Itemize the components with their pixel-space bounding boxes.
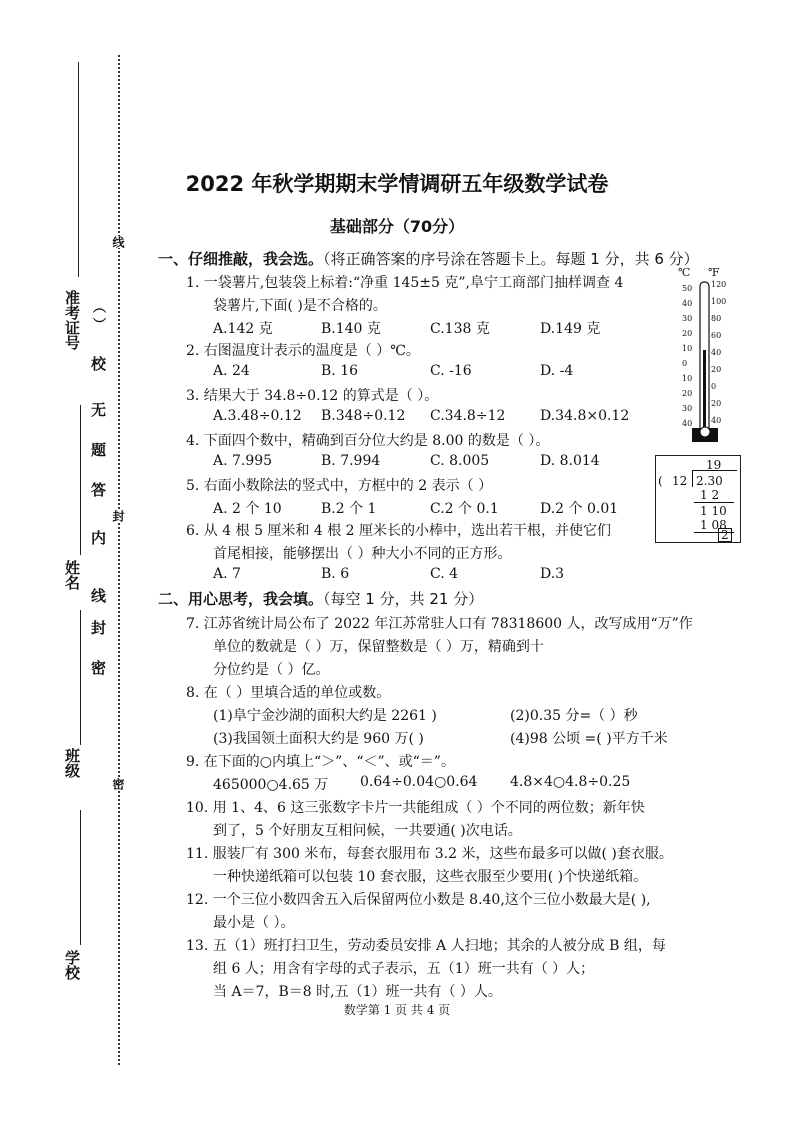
long-division-figure [655, 455, 741, 543]
name-label: 姓名 [63, 560, 81, 590]
q2-line1: 2. 右图温度计表示的温度是（ ）℃。 [186, 343, 420, 359]
q3-option-d[interactable]: D.34.8×0.12 [540, 408, 630, 424]
q2-option-c[interactable]: C. -16 [430, 363, 472, 379]
q10-line1: 10. 用 1、4、6 这三张数字卡片一共能组成（ ）个不同的两位数；新年快 [186, 800, 645, 816]
q1-line2: 袋薯片,下面( )是不合格的。 [213, 298, 387, 314]
q3-option-c[interactable]: C.34.8÷12 [430, 408, 506, 424]
q9-line1: 9. 在下面的○内填上“＞”、“＜”、或“＝”。 [186, 754, 455, 770]
q4-option-a[interactable]: A. 7.995 [213, 453, 273, 469]
q13-line1: 13. 五（1）班打扫卫生，劳动委员安排 A 人扫地；其余的人被分成 B 组，每 [186, 938, 666, 954]
celsius-tick: 50 [682, 284, 693, 293]
division-dividend: 2.30 [696, 474, 723, 488]
q7-line1: 7. 江苏省统计局公布了 2022 年江苏常驻人口有 78318600 人，改写成用“万”作 [186, 616, 693, 632]
exam-id-paren: （ ） [90, 300, 105, 331]
celsius-tick: 10 [682, 374, 693, 383]
division-quotient: 19 [706, 458, 722, 472]
q9-compare-2: 0.64÷0.04○0.64 [360, 774, 478, 790]
q2-option-b[interactable]: B. 16 [321, 363, 359, 379]
division-divisor: 12 [672, 474, 688, 488]
q5-line1: 5. 右面小数除法的竖式中，方框中的 2 表示（ ） [186, 478, 493, 494]
page-title: 2022 年秋学期期末学情调研五年级数学试卷 [185, 172, 609, 196]
q10-line2: 到了，5 个好朋友互相问候，一共要通( )次电话。 [213, 823, 522, 839]
q7-line3: 分位约是（ ）亿。 [213, 662, 330, 678]
celsius-tick: 30 [682, 404, 693, 413]
q12-line2: 最小是（ ）。 [213, 915, 295, 931]
seal-char-secret: 密 [89, 660, 107, 675]
fahrenheit-tick: 60 [711, 331, 722, 340]
page-subtitle: 基础部分（70分） [329, 217, 465, 236]
binding-dotted-line [118, 55, 120, 1065]
q4-line1: 4. 下面四个数中，精确到百分位大约是 8.00 的数是（ ）。 [186, 433, 550, 449]
section1-heading [158, 248, 699, 269]
q8-part1: (1)阜宁金沙湖的面积大约是 2261 ) [213, 708, 437, 724]
q11-line1: 11. 服装厂有 300 米布，每套衣服用布 3.2 米，这些布最多可以做( )套衣服。 [186, 846, 673, 862]
fahrenheit-tick: 0 [711, 382, 717, 391]
celsius-unit: ℃ [678, 266, 691, 279]
q13-line3: 当 A＝7，B＝8 时,五（1）班一共有（ ）人。 [213, 984, 502, 1000]
division-step-2: 1 10 [700, 504, 727, 518]
celsius-tick: 40 [682, 419, 693, 428]
section1-note: （将正确答案的序号涂在答题卡上。每题 1 分，共 6 分） [323, 250, 699, 268]
class-blank[interactable] [80, 610, 81, 745]
class-label: 班级 [63, 748, 81, 778]
exam-id-label: 准考证号 [63, 290, 81, 350]
fahrenheit-tick: 20 [711, 399, 722, 408]
celsius-tick: 20 [682, 329, 693, 338]
cut-mark-secret: 密 [111, 778, 125, 790]
q13-line2: 组 6 人；用含有字母的式子表示，五（1）班一共有（ ）人； [213, 961, 595, 977]
division-step-1: 1 2 [700, 488, 720, 502]
q8-part4: (4)98 公顷 =( )平方千米 [510, 731, 668, 747]
school-label: 学校 [63, 950, 81, 980]
division-rule-1 [694, 502, 734, 503]
no-answer-char-1: 无 [89, 402, 107, 417]
thermometer-figure [678, 266, 730, 446]
section2-note: （每空 1 分，共 21 分） [323, 590, 484, 608]
section1-title: 一、仔细推敲，我会选。 [158, 250, 324, 268]
fahrenheit-tick: 120 [711, 280, 727, 289]
section2-title: 二、用心思考，我会填。 [158, 590, 324, 608]
q3-option-a[interactable]: A.3.48÷0.12 [213, 408, 302, 424]
q6-line2: 首尾相接，能够摆出（ ）种大小不同的正方形。 [213, 546, 512, 562]
q7-line2: 单位的数就是（ ）万，保留整数是（ ）万，精确到十 [213, 639, 544, 655]
q6-option-b[interactable]: B. 6 [321, 566, 350, 582]
q8-part3: (3)我国领土面积大约是 960 万( ) [213, 731, 424, 747]
celsius-tick: 40 [682, 299, 693, 308]
celsius-tick: 0 [682, 359, 688, 368]
fahrenheit-tick: 40 [711, 348, 722, 357]
q9-compare-3: 4.8×4○4.8÷0.25 [510, 774, 631, 790]
no-answer-char-4: 内 [89, 530, 107, 545]
q1-option-b[interactable]: B.140 克 [321, 321, 381, 337]
division-open-paren: ( [658, 474, 663, 488]
no-answer-char-3: 答 [89, 482, 107, 497]
q5-option-a[interactable]: A. 2 个 10 [213, 501, 282, 517]
q1-option-a[interactable]: A.142 克 [213, 321, 273, 337]
fahrenheit-tick: 100 [711, 297, 727, 306]
fahrenheit-tick: 40 [711, 416, 722, 425]
q8-line1: 8. 在（ ）里填合适的单位或数。 [186, 685, 391, 701]
q12-line1: 12. 一个三位小数四舍五入后保留两位小数是 8.40,这个三位小数最大是( ), [186, 892, 651, 908]
celsius-tick: 10 [682, 344, 693, 353]
q5-option-c[interactable]: C.2 个 0.1 [430, 501, 499, 517]
q1-option-d[interactable]: D.149 克 [540, 321, 601, 337]
q1-option-c[interactable]: C.138 克 [430, 321, 490, 337]
q5-option-b[interactable]: B.2 个 1 [321, 501, 377, 517]
fahrenheit-unit: ℉ [708, 266, 720, 279]
q4-option-d[interactable]: D. 8.014 [540, 453, 600, 469]
q11-line2: 一种快递纸箱可以包装 10 套衣服，这些衣服至少要用( )个快递纸箱。 [213, 869, 648, 885]
seal-char-line: 线 [89, 588, 107, 603]
division-step-3: 1 08 [700, 518, 727, 532]
q8-part2: (2)0.35 分=（ ）秒 [510, 708, 638, 724]
page-footer: 数学第 1 页 共 4 页 [343, 1003, 451, 1017]
q9-compare-1: 465000○4.65 万 [213, 777, 329, 793]
q6-option-a[interactable]: A. 7 [213, 566, 241, 582]
fahrenheit-tick: 20 [711, 365, 722, 374]
q1-line1: 1. 一袋薯片,包装袋上标着:“净重 145±5 克”,阜宁工商部门抽样调查 4 [186, 275, 624, 291]
q6-line1: 6. 从 4 根 5 厘米和 4 根 2 厘米长的小棒中，选出若干根，并使它们 [186, 523, 612, 539]
no-answer-char-2: 题 [89, 442, 107, 457]
celsius-tick: 20 [682, 389, 693, 398]
q6-option-d[interactable]: D.3 [540, 566, 565, 582]
school-name-char: 校 [89, 356, 107, 371]
cut-mark-seal: 封 [111, 510, 125, 522]
q3-line1: 3. 结果大于 34.8÷0.12 的算式是（ ）。 [186, 388, 439, 404]
seal-char-seal: 封 [89, 620, 107, 635]
q6-option-c[interactable]: C. 4 [430, 566, 459, 582]
q2-option-a[interactable]: A. 24 [213, 363, 250, 379]
q5-option-d[interactable]: D.2 个 0.01 [540, 501, 619, 517]
q2-option-d[interactable]: D. -4 [540, 363, 574, 379]
division-remainder-box: 2 [718, 528, 732, 542]
name-blank[interactable] [80, 405, 81, 555]
q3-option-b[interactable]: B.348÷0.12 [321, 408, 406, 424]
q4-option-b[interactable]: B. 7.994 [321, 453, 381, 469]
cut-mark-line: 线 [111, 236, 125, 248]
school-blank[interactable] [80, 810, 81, 945]
q4-option-c[interactable]: C. 8.005 [430, 453, 490, 469]
fahrenheit-tick: 80 [711, 314, 722, 323]
section2-heading [158, 588, 483, 609]
celsius-tick: 30 [682, 314, 693, 323]
